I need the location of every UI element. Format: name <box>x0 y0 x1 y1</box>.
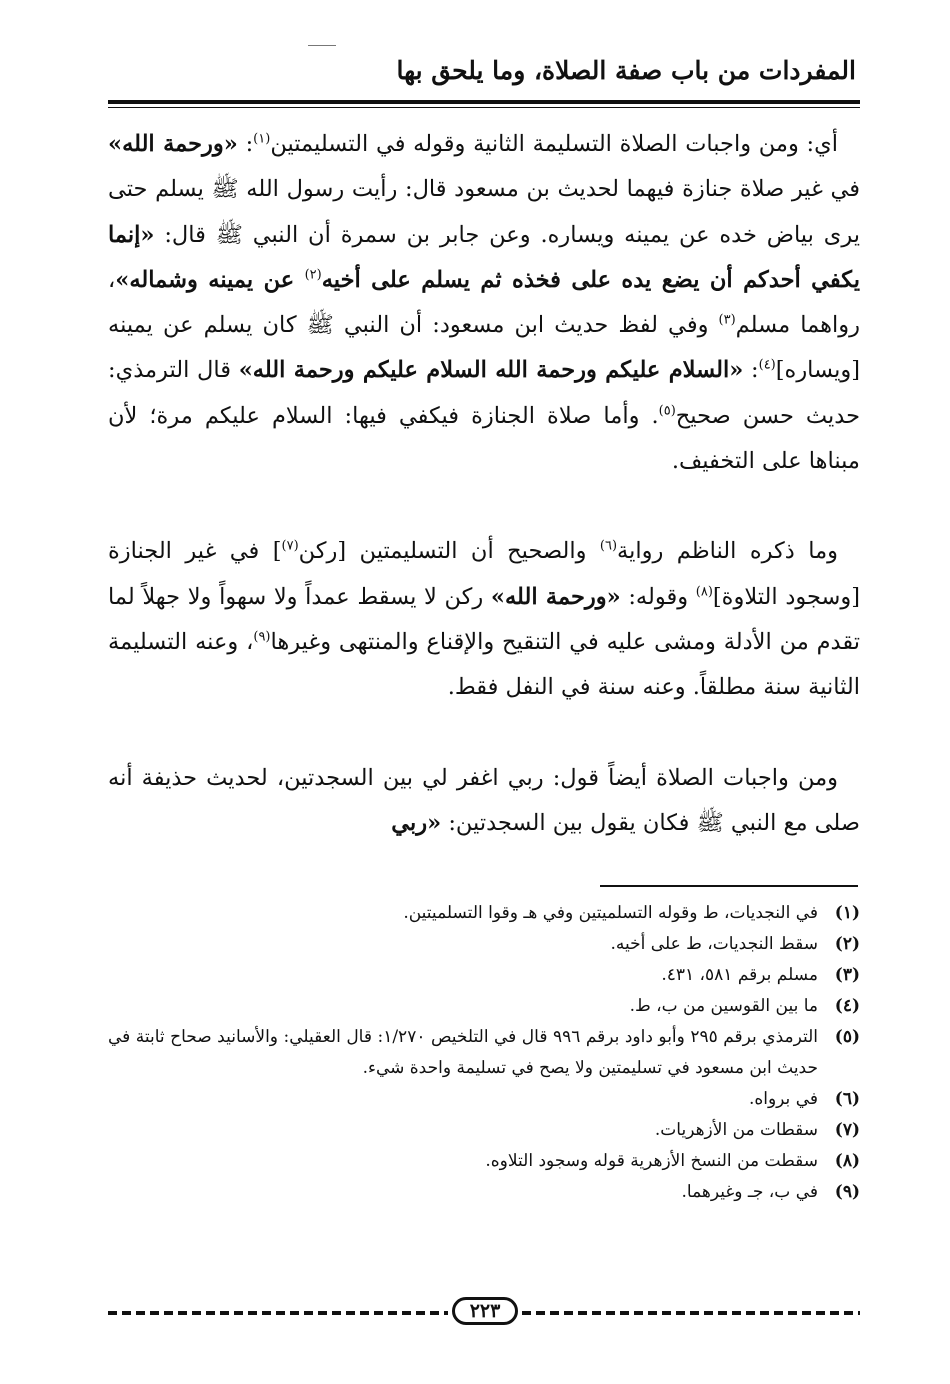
text-span: والصحيح أن التسليمتين [ركن <box>298 538 600 565</box>
footnote-number: (٣) <box>834 965 860 985</box>
footnote-item <box>108 1115 860 1146</box>
text-span: : <box>743 357 759 384</box>
footnote-number: (٥) <box>834 1027 860 1047</box>
footnote-ref: (٣) <box>718 312 736 328</box>
footnote-ref: (٤) <box>758 357 776 373</box>
header-rule-thick <box>108 100 860 104</box>
bold-hadith: عن يمينه وشماله» <box>115 266 305 293</box>
footnote-text: سقطت من النسخ الأزهرية قوله وسجود التلاوه. <box>485 1151 818 1171</box>
footer-dashed-rule-right <box>522 1311 860 1315</box>
footnote-item <box>108 1022 860 1084</box>
page-number: ٢٢٣ <box>452 1297 518 1325</box>
page-footer <box>108 1297 860 1329</box>
footnote-text: سقط النجديات، ط على أخيه. <box>610 934 818 954</box>
bold-hadith: «السلام عليكم ورحمة الله السلام عليكم ورحمة الله» <box>238 357 744 384</box>
footnote-item <box>108 991 860 1022</box>
footnote-number: (٧) <box>834 1120 860 1140</box>
text-span: : <box>237 131 254 157</box>
footnote-text: في ب، جـ وغيرهما. <box>681 1182 818 1202</box>
footnote-ref: (١) <box>253 131 271 147</box>
footnote-separator <box>600 885 858 887</box>
footnote-item <box>108 1146 860 1177</box>
footnote-ref: (٦) <box>599 538 618 554</box>
text-span: ، رواهما مسلم <box>108 266 860 339</box>
running-header: المفردات من باب صفة الصلاة، وما يلحق بها <box>396 56 856 85</box>
text-span: وفي لفظ حديث ابن مسعود: أن النبي ﷺ كان يسلم عن يمينه [ويساره] <box>108 312 861 384</box>
footnote-text: في برواه. <box>748 1089 818 1109</box>
footnote-item <box>108 960 860 991</box>
footnote-ref: (٢) <box>304 267 322 283</box>
footer-dashed-rule-left <box>108 1311 448 1315</box>
text-span: ] في غير الجنازة [وسجود التلاوة] <box>108 538 860 610</box>
footnote-text: الترمذي برقم ٢٩٥ وأبو داود برقم ٩٩٦ قال في التلخيص ١/٢٧٠: قال العقيلي: والأسانيد صحاح ثابتة في حديث ابن مسعود في تسليمتين ولا يصح في تسليمة واحدة شيء. <box>108 1027 819 1078</box>
paragraph-1 <box>108 122 860 484</box>
footnote-item <box>108 929 860 960</box>
top-mark <box>308 45 336 46</box>
paragraph-3 <box>108 756 860 847</box>
text-span: أي: ومن واجبات الصلاة التسليمة الثانية وقوله في التسليمتين <box>270 131 838 157</box>
footnote-ref: (٩) <box>253 629 271 645</box>
text-span: وقوله: <box>620 583 696 610</box>
header-rule-thin <box>108 107 860 108</box>
footnote-number: (٦) <box>834 1089 860 1109</box>
paragraph-2 <box>108 529 860 710</box>
footnote-number: (١) <box>834 903 860 923</box>
footnote-text: في النجديات، ط وقوله التسلميتين وفي هـ وقوا التسلميتين. <box>403 903 818 923</box>
main-text <box>108 122 860 846</box>
footnote-item <box>108 1084 860 1115</box>
footnote-ref: (٧) <box>281 538 299 554</box>
footnote-number: (٨) <box>834 1151 860 1171</box>
footnote-ref: (٨) <box>695 584 713 600</box>
text-span: في غير صلاة جنازة فيهما لحديث بن مسعود قال: رأيت رسول الله ﷺ يسلم حتى يرى بياض خده عن يمينه ويساره. وعن جابر بن سمرة أن النبي ﷺ قال: <box>108 176 860 248</box>
footnote-item <box>108 898 860 929</box>
footnote-ref: (٥) <box>658 403 676 419</box>
text-span: وما ذكره الناظم رواية <box>617 538 838 565</box>
footnote-text: ما بين القوسين من ب، ط. <box>629 996 818 1016</box>
footnote-number: (٤) <box>834 996 860 1016</box>
text-span: قال الترمذي: حديث حسن صحيح <box>108 357 860 429</box>
footnote-item <box>108 1177 860 1208</box>
footnote-number: (٩) <box>834 1182 860 1202</box>
bold-hadith: «إنما يكفي أحدكم أن يضع يده على فخذه ثم يسلم على أخيه <box>108 221 860 293</box>
text-span: ركن لا يسقط عمداً ولا سهواً ولا جهلاً لما تقدم من الأدلة ومشى عليه في التنقيح والإقناع والمنتهى وغيرها <box>108 583 860 655</box>
text-span: ، وعنه التسليمة الثانية سنة مطلقاً. وعنه سنة في النفل فقط. <box>108 628 860 701</box>
bold-quote: «ورحمة الله» <box>490 583 621 610</box>
footnote-text: سقطات من الأزهريات. <box>654 1120 818 1140</box>
bold-quote: «ربي <box>391 809 442 836</box>
text-span: ومن واجبات الصلاة أيضاً قول: ربي اغفر لي بين السجدتين، لحديث حذيفة أنه صلى مع النبي ﷺ فكان يقول بين السجدتين: <box>108 764 860 836</box>
footnote-number: (٢) <box>834 934 860 954</box>
footnotes <box>108 898 860 1208</box>
text-span: . وأما صلاة الجنازة فيكفي فيها: السلام عليكم مرة؛ لأن مبناها على التخفيف. <box>108 402 860 475</box>
footnote-text: مسلم برقم ٥٨١، ٤٣١. <box>661 965 818 985</box>
bold-quote: «ورحمة الله» <box>108 131 238 157</box>
